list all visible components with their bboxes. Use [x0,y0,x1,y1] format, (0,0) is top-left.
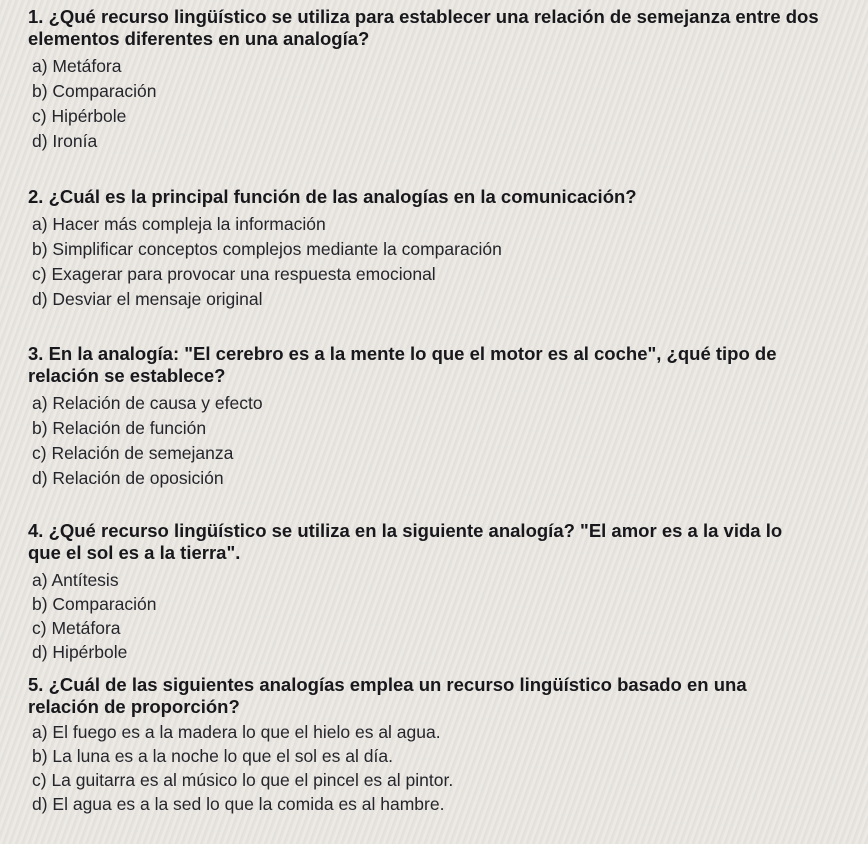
question-2-option-a: a) Hacer más compleja la información [32,214,326,234]
question-1-title: 1. ¿Qué recurso lingüístico se utiliza para establecer una relación de semejanza entre dos elementos diferentes en una analogía? [28,6,819,49]
question-1-option-a: a) Metáfora [32,56,122,76]
question-2-option-c: c) Exagerar para provocar una respuesta emocional [32,264,436,284]
question-4-title: 4. ¿Qué recurso lingüístico se utiliza en la siguiente analogía? "El amor es a la vida lo que el sol es a la tierra". [28,520,783,563]
question-2 [28,186,858,312]
question-1-option-c: c) Hipérbole [32,106,127,126]
question-3-option-d: d) Relación de oposición [32,468,224,488]
question-3-title: 3. En la analogía: "El cerebro es a la mente lo que el motor es al coche", ¿qué tipo de relación se establece? [28,343,777,386]
question-5-option-d: d) El agua es a la sed lo que la comida es al hambre. [32,794,445,814]
question-1 [28,6,858,154]
question-3-option-c: c) Relación de semejanza [32,443,234,463]
question-3 [28,343,858,491]
question-5-option-a: a) El fuego es a la madera lo que el hielo es al agua. [32,722,441,742]
question-3-option-b: b) Relación de función [32,418,207,438]
question-2-option-b: b) Simplificar conceptos complejos mediante la comparación [32,239,502,259]
question-1-option-d: d) Ironía [32,131,98,151]
question-5-option-c: c) La guitarra es al músico lo que el pincel es al pintor. [32,770,454,790]
question-3-option-a: a) Relación de causa y efecto [32,393,263,413]
question-5 [28,674,858,816]
question-4-option-b: b) Comparación [32,594,157,614]
question-4-option-d: d) Hipérbole [32,642,128,662]
question-5-title: 5. ¿Cuál de las siguientes analogías emplea un recurso lingüístico basado en una relación de proporción? [28,674,747,717]
question-4-option-c: c) Metáfora [32,618,121,638]
question-5-option-b: b) La luna es a la noche lo que el sol es al día. [32,746,393,766]
question-4 [28,520,858,664]
question-1-option-b: b) Comparación [32,81,157,101]
question-4-option-a: a) Antítesis [32,570,119,590]
question-2-option-d: d) Desviar el mensaje original [32,289,263,309]
question-2-title: 2. ¿Cuál es la principal función de las analogías en la comunicación? [28,186,637,207]
